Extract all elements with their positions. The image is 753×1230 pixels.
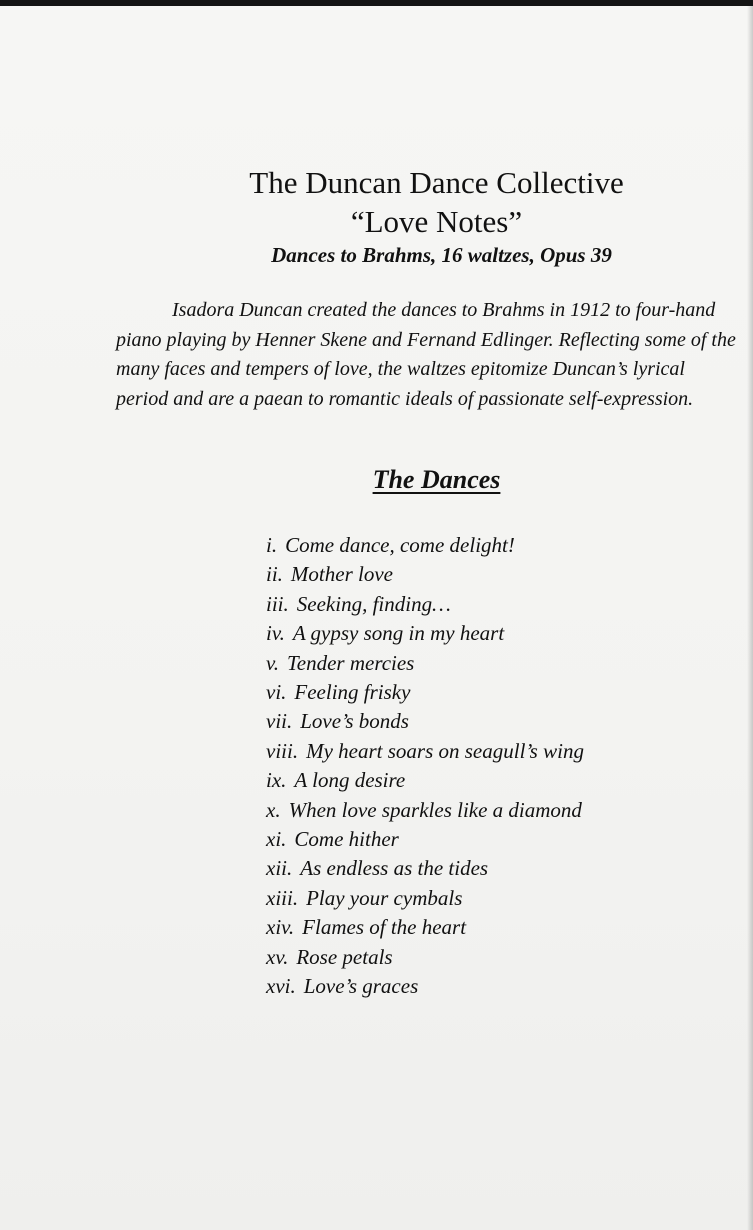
dance-name: Feeling frisky bbox=[294, 680, 411, 705]
dance-list bbox=[266, 531, 584, 1002]
dance-number: iv. bbox=[266, 621, 285, 646]
dance-name: Come hither bbox=[294, 827, 399, 852]
dance-name: Mother love bbox=[290, 562, 393, 587]
dance-name: Rose petals bbox=[296, 944, 393, 969]
dance-name: As endless as the tides bbox=[300, 856, 489, 881]
dance-list-item bbox=[266, 619, 584, 648]
dance-list-item bbox=[266, 972, 584, 1001]
dance-name: Flames of the heart bbox=[302, 915, 467, 940]
top-edge-rule bbox=[0, 0, 753, 6]
dance-list-item bbox=[266, 649, 584, 678]
dance-list-item bbox=[266, 884, 584, 913]
dance-list-item bbox=[266, 560, 584, 589]
dance-name: My heart soars on seagull’s wing bbox=[306, 738, 584, 763]
dances-heading: The Dances bbox=[372, 465, 501, 494]
dance-list-item bbox=[266, 796, 584, 825]
dance-name: A gypsy song in my heart bbox=[292, 621, 505, 646]
dance-name: Love’s bonds bbox=[300, 709, 409, 734]
dance-name: Seeking, finding… bbox=[296, 591, 451, 616]
company-title: The Duncan Dance Collective bbox=[249, 165, 624, 200]
dance-name: A long desire bbox=[294, 768, 406, 793]
dance-number: xiii. bbox=[266, 885, 299, 910]
dance-list-item bbox=[266, 678, 584, 707]
dance-number: xiv. bbox=[266, 915, 295, 940]
dance-name: Tender mercies bbox=[287, 650, 415, 675]
dance-number: xii. bbox=[266, 856, 293, 881]
dance-list-item bbox=[266, 913, 584, 942]
dance-name: When love sparkles like a diamond bbox=[288, 797, 582, 822]
dance-number: xi. bbox=[266, 827, 287, 852]
dance-number: vii. bbox=[266, 709, 293, 734]
dance-list-item bbox=[266, 531, 584, 560]
dance-list-item bbox=[266, 825, 584, 854]
program-title: “Love Notes” bbox=[350, 204, 523, 239]
dance-name: Love’s graces bbox=[303, 974, 419, 999]
dance-list-item bbox=[266, 737, 584, 766]
dance-number: x. bbox=[266, 797, 281, 822]
dance-number: i. bbox=[266, 533, 278, 557]
dance-list-item bbox=[266, 854, 584, 883]
dance-list-item bbox=[266, 766, 584, 795]
dance-name: Come dance, come delight! bbox=[285, 533, 515, 557]
dance-list-item bbox=[266, 590, 584, 619]
intro-paragraph: Isadora Duncan created the dances to Brahms in 1912 to four-hand piano playing by Henner Skene and Fernand Edlinger. Reflecting some of the many faces and tempers of love, the waltzes epitomize Duncan’s lyrical period and are a paean to romantic ideals of passionate self-expression. bbox=[116, 299, 736, 410]
dance-number: xvi. bbox=[266, 974, 296, 999]
dance-number: xv. bbox=[266, 944, 289, 969]
dance-number: viii. bbox=[266, 738, 299, 763]
dance-number: ii. bbox=[266, 562, 283, 587]
dance-list-item bbox=[266, 943, 584, 972]
dance-number: ix. bbox=[266, 768, 287, 793]
dance-name: Play your cymbals bbox=[306, 885, 463, 910]
dance-number: vi. bbox=[266, 680, 287, 705]
dance-number: iii. bbox=[266, 591, 289, 616]
dance-list-item bbox=[266, 707, 584, 736]
music-subtitle: Dances to Brahms, 16 waltzes, Opus 39 bbox=[271, 243, 612, 267]
dance-number: v. bbox=[266, 650, 280, 675]
